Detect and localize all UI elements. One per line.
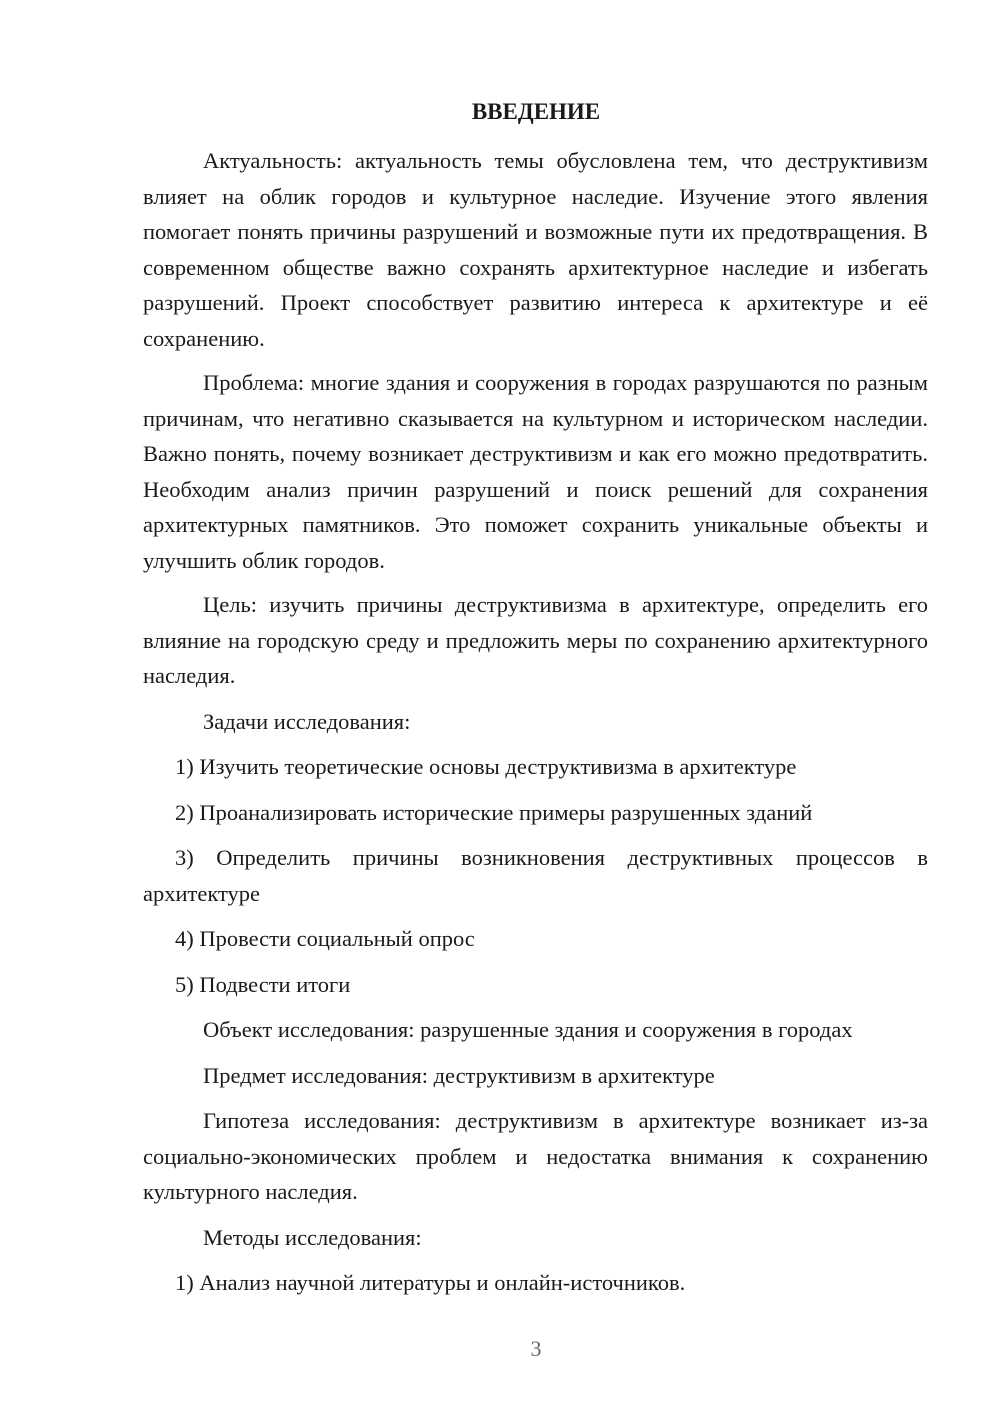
task-item-3: 3) Определить причины возникновения деструктивных процессов в архитектуре	[143, 845, 928, 906]
hypothesis-paragraph: Гипотеза исследования: деструктивизм в архитектуре возникает из-за социально-экономических проблем и недостатка внимания к сохранению культурного наследия.	[143, 1108, 928, 1204]
page-title: ВВЕДЕНИЕ	[471, 99, 601, 124]
task-item-1: 1) Изучить теоретические основы деструктивизма в архитектуре	[175, 754, 797, 779]
goal-paragraph: Цель: изучить причины деструктивизма в архитектуре, определить его влияние на городскую среду и предложить меры по сохранению архитектурного наследия.	[143, 592, 928, 688]
problem-paragraph: Проблема: многие здания и сооружения в городах разрушаются по разным причинам, что негативно сказывается на культурном и историческом наследии. Важно понять, почему возникает деструктивизм и как его можно предотвратить. Необходим анализ причин разрушений и поиск решений для сохранения архитектурных памятников. Это поможет сохранить уникальные объекты и улучшить облик городов.	[143, 370, 928, 573]
task-item-5: 5) Подвести итоги	[175, 971, 351, 997]
task-item-2: 2) Проанализировать исторические примеры разрушенных зданий	[175, 799, 813, 825]
tasks-heading: Задачи исследования:	[203, 708, 411, 734]
task-item-4: 4) Провести социальный опрос	[175, 926, 475, 951]
page-number: 3	[530, 1336, 542, 1361]
methods-heading: Методы исследования:	[203, 1224, 422, 1250]
research-object: Объект исследования: разрушенные здания и сооружения в городах	[203, 1017, 853, 1042]
body-text	[143, 143, 928, 1301]
relevance-paragraph: Актуальность: актуальность темы обусловлена тем, что деструктивизм влияет на облик городов и культурное наследие. Изучение этого явления помогает понять причины разрушений и возможные пути их предотвращения. В современном обществе важно сохранять архитектурное наследие и избегать разрушений. Проект способствует развитию интереса к архитектуре и её сохранению.	[143, 148, 928, 351]
research-subject: Предмет исследования: деструктивизм в архитектуре	[203, 1062, 715, 1088]
method-item-1: 1) Анализ научной литературы и онлайн-источников.	[175, 1270, 686, 1295]
